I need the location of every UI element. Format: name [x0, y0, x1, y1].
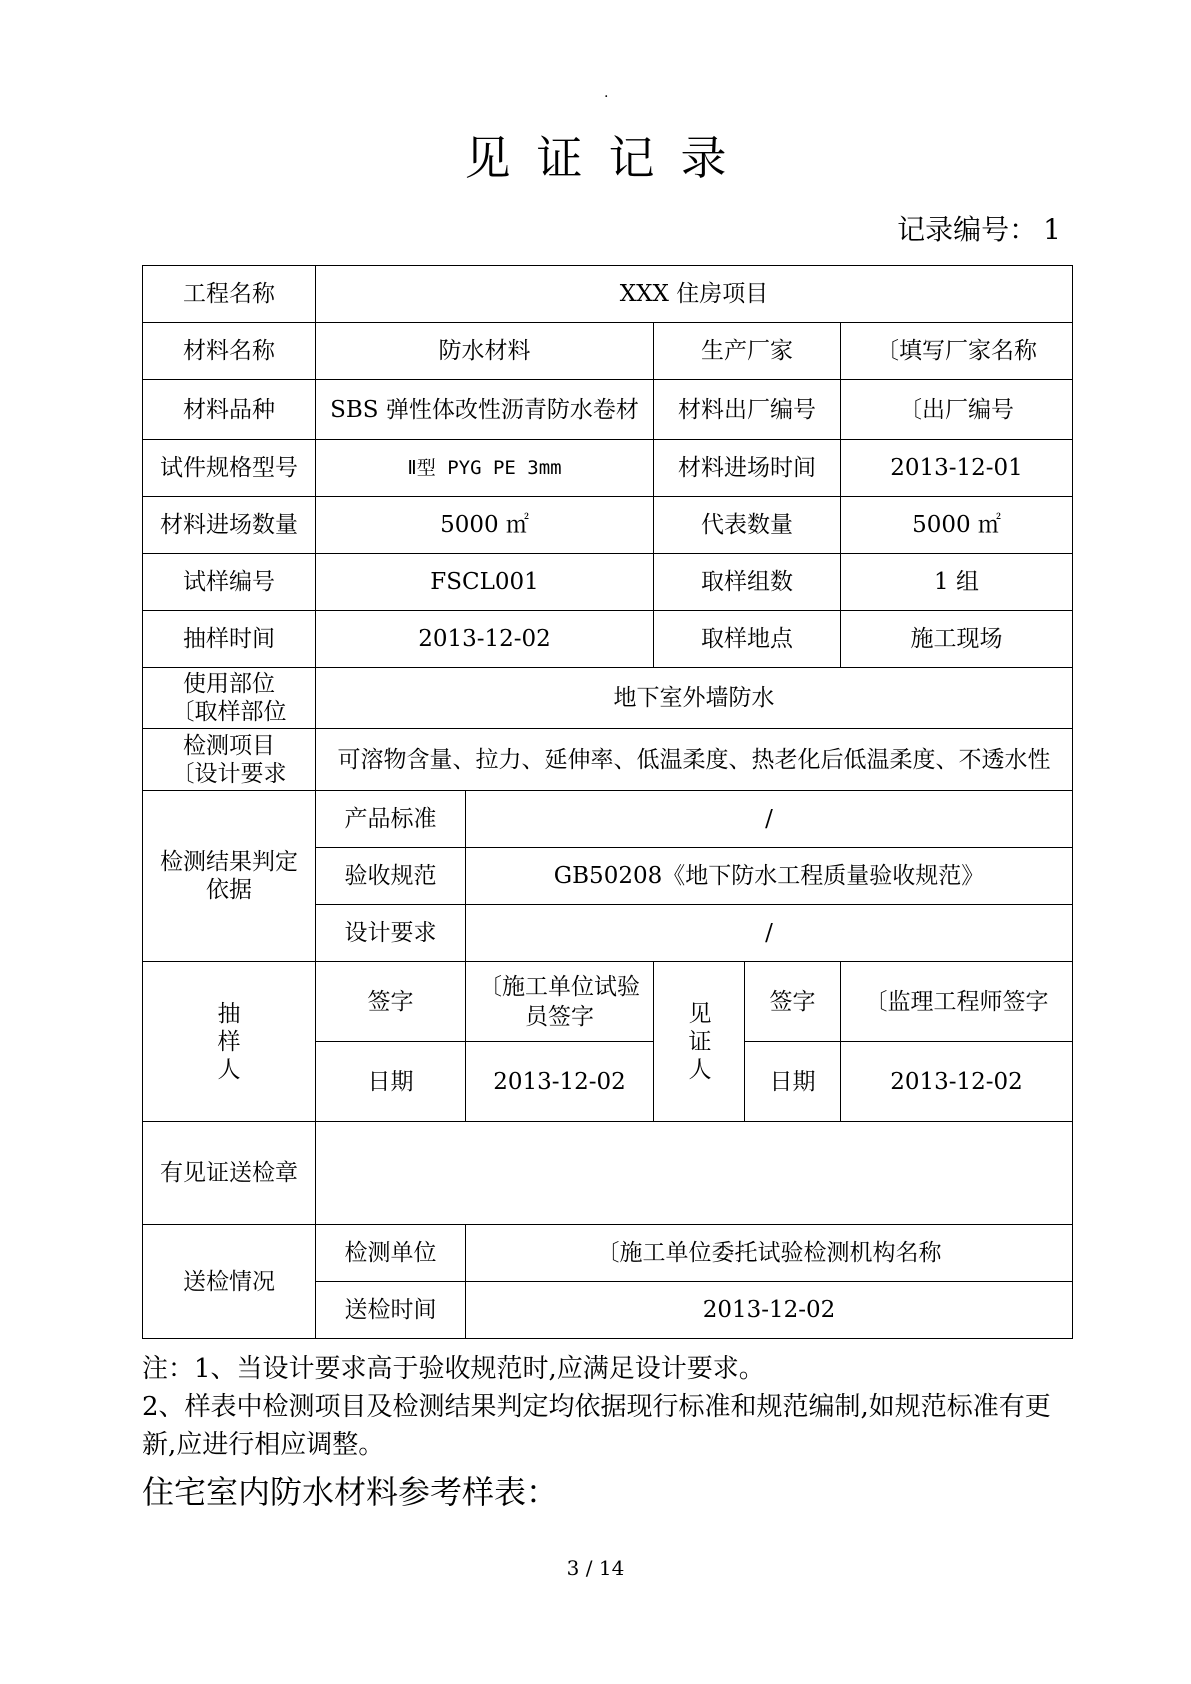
sampler-char-3: 人: [217, 1056, 241, 1083]
usage-value: 地下室外墙防水: [316, 668, 1073, 729]
usage-label-line2: 〔取样部位: [171, 699, 287, 725]
row-test-org: [143, 1225, 1073, 1282]
test-org-value: 〔施工单位委托试验检测机构名称: [466, 1225, 1073, 1282]
sampler-char-1: 抽: [217, 1000, 241, 1027]
sample-time-value: 2013-12-02: [316, 611, 654, 668]
row-product-std: [143, 791, 1073, 848]
arrival-date-label: 材料进场时间: [654, 440, 841, 497]
note-2: 2、样表中检测项目及检测结果判定均依据现行标准和规范编制,如规范标准有更新,应进行相应调整。: [142, 1392, 1051, 1460]
sample-place-label: 取样地点: [654, 611, 841, 668]
test-items-label-line1: 检测项目: [183, 732, 275, 759]
sampler-label: [143, 962, 316, 1122]
sample-no-value: FSCL001: [316, 554, 654, 611]
product-std-value: /: [466, 791, 1073, 848]
witness-char-2: 证: [688, 1028, 712, 1055]
factory-no-value: 〔出厂编号: [841, 380, 1073, 440]
record-number-value: 1: [1043, 213, 1061, 246]
test-items-value: 可溶物含量、拉力、延伸率、低温柔度、热老化后低温柔度、不透水性: [316, 729, 1073, 791]
design-req-value: /: [466, 905, 1073, 962]
sampler-date-value: 2013-12-02: [466, 1042, 654, 1122]
spec-label: 试件规格型号: [143, 440, 316, 497]
notes: [142, 1350, 1082, 1464]
quantity-value: 5000 ㎡: [316, 497, 654, 554]
delivery-time-value: 2013-12-02: [466, 1282, 1073, 1339]
test-items-label-line2: 〔设计要求: [171, 760, 287, 787]
record-number: [897, 212, 1061, 248]
witness-date-value: 2013-12-02: [841, 1042, 1073, 1122]
basis-label: [143, 791, 316, 962]
row-spec: [143, 440, 1073, 497]
represent-qty-label: 代表数量: [654, 497, 841, 554]
test-items-label: [143, 729, 316, 791]
material-name-value: 防水材料: [316, 323, 654, 380]
page-number: 3 / 14: [566, 1556, 625, 1580]
acceptance-std-label: 验收规范: [316, 848, 466, 905]
sample-place-value: 施工现场: [841, 611, 1073, 668]
project-value: XXX 住房项目: [316, 266, 1073, 323]
row-project: [143, 266, 1073, 323]
sampler-char-2: 样: [217, 1028, 241, 1055]
page-title: 见证记录: [464, 131, 753, 185]
record-number-label: 记录编号：: [897, 213, 1038, 246]
material-type-label: 材料品种: [143, 380, 316, 440]
sample-time-label: 抽样时间: [143, 611, 316, 668]
witness-char-3: 人: [688, 1056, 712, 1083]
product-std-label: 产品标准: [316, 791, 466, 848]
row-sample-time: [143, 611, 1073, 668]
test-org-label: 检测单位: [316, 1225, 466, 1282]
sample-groups-label: 取样组数: [654, 554, 841, 611]
sampler-sign-value: 〔施工单位试验员签字: [466, 962, 654, 1042]
witness-sign-value: 〔监理工程师签字: [841, 962, 1073, 1042]
stamp-label: 有见证送检章: [143, 1122, 316, 1225]
usage-label: [143, 668, 316, 729]
note-1: 注：1、当设计要求高于验收规范时,应满足设计要求。: [142, 1354, 765, 1384]
arrival-date-value: 2013-12-01: [841, 440, 1073, 497]
sampler-sign-label: 签字: [316, 962, 466, 1042]
usage-label-line1: 使用部位: [183, 671, 275, 697]
spec-value: Ⅱ型 PYG PE 3mm: [316, 440, 654, 497]
row-sample-no: [143, 554, 1073, 611]
project-label: 工程名称: [143, 266, 316, 323]
basis-label-line2: 依据: [206, 877, 252, 903]
row-stamp: [143, 1122, 1073, 1225]
row-material-name: [143, 323, 1073, 380]
sample-no-label: 试样编号: [143, 554, 316, 611]
represent-qty-value: 5000 ㎡: [841, 497, 1073, 554]
quantity-label: 材料进场数量: [143, 497, 316, 554]
row-material-type: [143, 380, 1073, 440]
delivery-label: 送检情况: [143, 1225, 316, 1339]
witness-sign-label: 签字: [745, 962, 841, 1042]
delivery-time-label: 送检时间: [316, 1282, 466, 1339]
witness-char-1: 见: [688, 1000, 712, 1027]
basis-label-line1: 检测结果判定: [160, 849, 298, 875]
witness-record-table: [142, 265, 1073, 1339]
manufacturer-label: 生产厂家: [654, 323, 841, 380]
design-req-label: 设计要求: [316, 905, 466, 962]
manufacturer-value: 〔填写厂家名称: [841, 323, 1073, 380]
stamp-area: [316, 1122, 1073, 1225]
row-usage: [143, 668, 1073, 729]
factory-no-label: 材料出厂编号: [654, 380, 841, 440]
header-dot: .: [604, 85, 609, 101]
row-quantity: [143, 497, 1073, 554]
section-subtitle: 住宅室内防水材料参考样表：: [142, 1473, 559, 1511]
row-signatures: [143, 962, 1073, 1042]
acceptance-std-value: GB50208《地下防水工程质量验收规范》: [466, 848, 1073, 905]
row-test-items: [143, 729, 1073, 791]
material-name-label: 材料名称: [143, 323, 316, 380]
sample-groups-value: 1 组: [841, 554, 1073, 611]
witness-date-label: 日期: [745, 1042, 841, 1122]
material-type-value: SBS 弹性体改性沥青防水卷材: [316, 380, 654, 440]
witness-label: [654, 962, 745, 1122]
sampler-date-label: 日期: [316, 1042, 466, 1122]
